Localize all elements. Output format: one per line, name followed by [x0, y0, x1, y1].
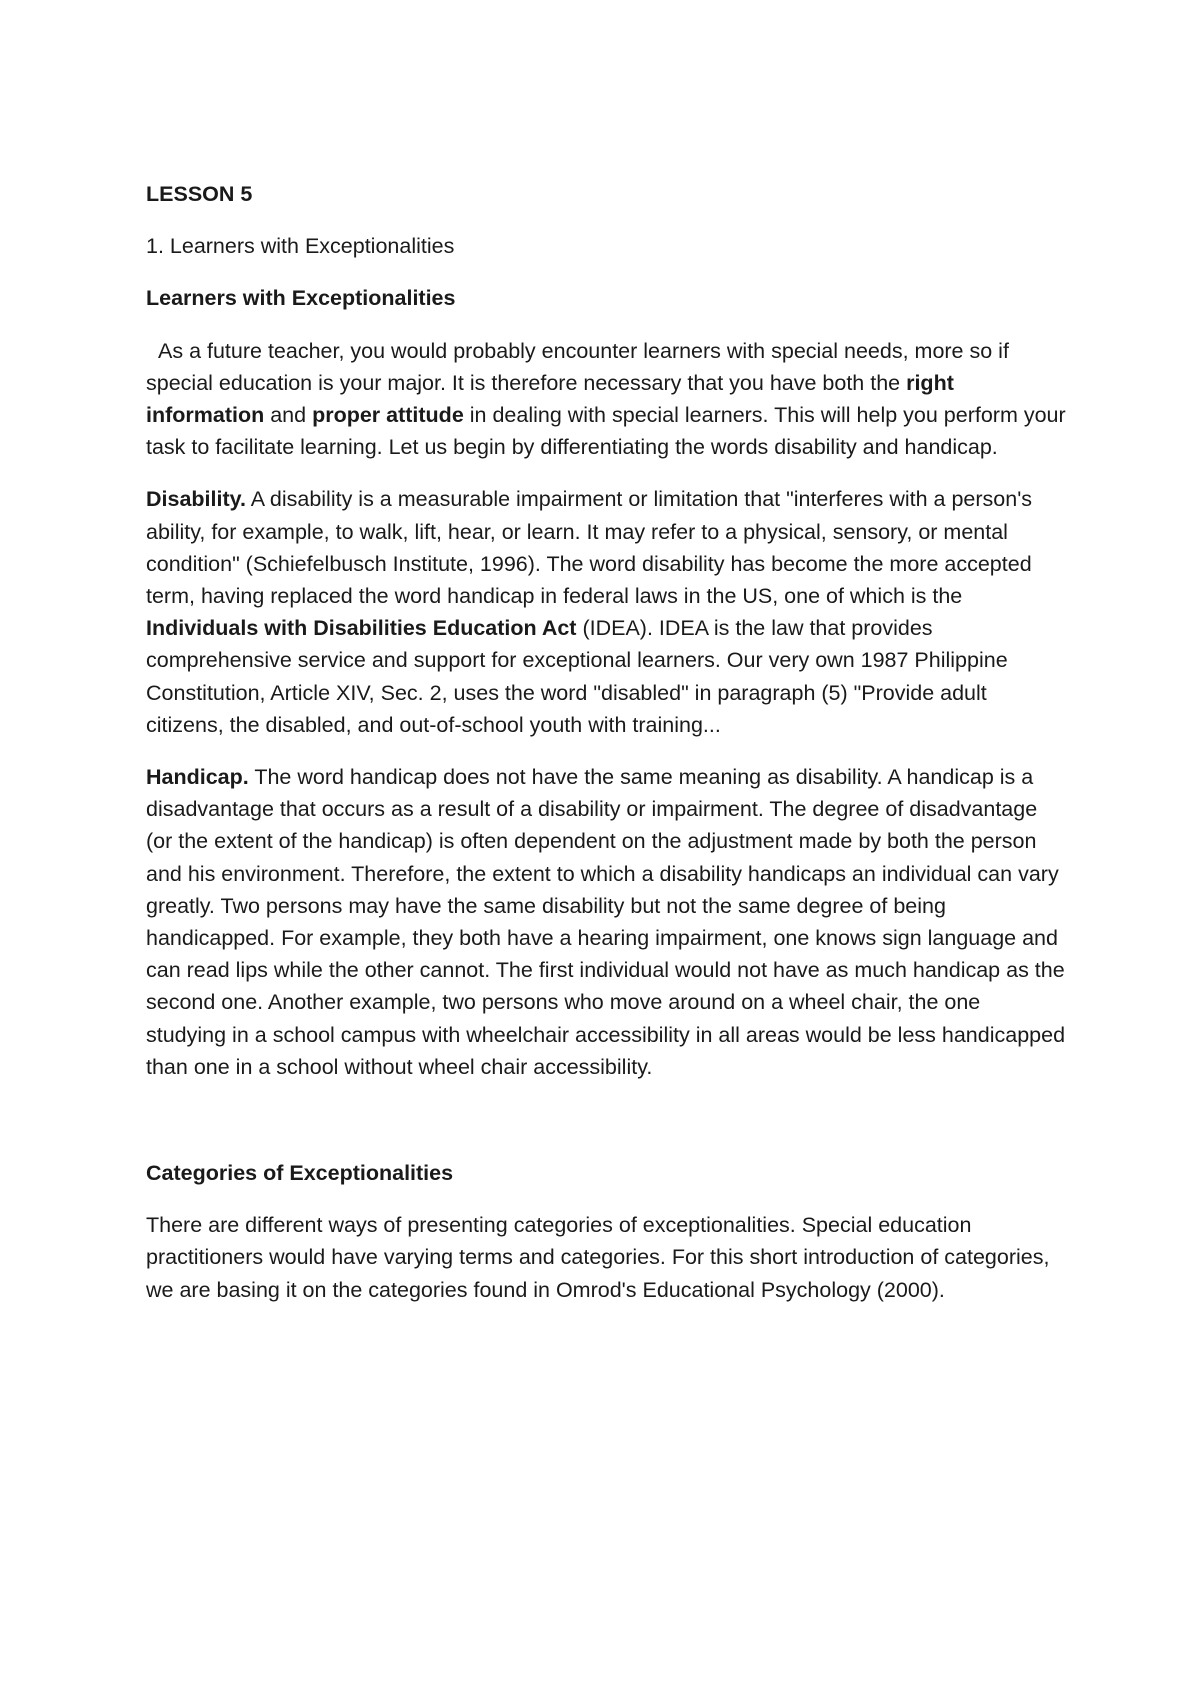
section-title-learners: Learners with Exceptionalities — [146, 286, 456, 311]
disability-term: Disability. — [146, 487, 246, 512]
disability-text-2: (IDEA). IDEA is the law that provides comprehensive service and support for exceptional learners. Our very own 1987 Philippine Constitution, Article XIV, Sec. 2, uses the word "disabled" in paragraph (5) "Provide adult citizens, the disabled, and out-of-school youth with training... — [146, 616, 1008, 737]
intro-bold-proper-attitude: proper attitude — [312, 403, 464, 428]
lesson-heading: LESSON 5 — [146, 182, 253, 206]
intro-bold-right-information: right information — [146, 370, 954, 428]
intro-text-2: and — [264, 403, 313, 428]
intro-text-1: As a future teacher, you would probably encounter learners with special needs, more so if special education is your major. It is therefore necessary that you have both the — [146, 338, 1009, 395]
handicap-term: Handicap. — [146, 765, 249, 790]
categories-paragraph: There are different ways of presenting categories of exceptionalities. Special education practitioners would have varying terms and categories. For this short introduction of categories, we are basing it on the categories found in Omrod's Educational Psychology (2000). — [146, 1213, 1050, 1302]
disability-text-1: A disability is a measurable impairment or limitation that "interferes with a person's ability, for example, to walk, lift, hear, or learn. It may refer to a physical, sensory, or mental condition" (Schiefelbusch Institute, 1996). The word disability has become the more accepted term, having replaced the word handicap in federal laws in the US, one of which is the — [146, 487, 1033, 609]
disability-paragraph — [146, 483, 1066, 741]
section-spacer — [146, 1103, 1066, 1157]
intro-paragraph — [146, 335, 1066, 464]
intro-text-3: in dealing with special learners. This will help you perform your task to facilitate learning. Let us begin by differentiating the words disability and handicap. — [146, 403, 1066, 460]
handicap-text: The word handicap does not have the same meaning as disability. A handicap is a disadvantage that occurs as a result of a disability or impairment. The degree of disadvantage (or the extent of the handicap) is often dependent on the adjustment made by both the person and his environment. Therefore, the extent to which a disability handicaps an individual can vary greatly. Two persons may have the same disability but not the same degree of being handicapped. For example, they both have a hearing impairment, one knows sign language and can read lips while the other cannot. The first individual would not have as much handicap as the second one. Another example, two persons who move around on a wheel chair, the one studying in a school campus with wheelchair accessibility in all areas would be less handicapped than one in a school without wheel chair accessibility. — [146, 765, 1066, 1079]
document-page — [146, 178, 1066, 1326]
topic-line: 1. Learners with Exceptionalities — [146, 234, 455, 259]
disability-bold-idea: Individuals with Disabilities Education Act — [146, 616, 577, 641]
handicap-paragraph — [146, 761, 1066, 1083]
section-title-categories: Categories of Exceptionalities — [146, 1161, 454, 1186]
